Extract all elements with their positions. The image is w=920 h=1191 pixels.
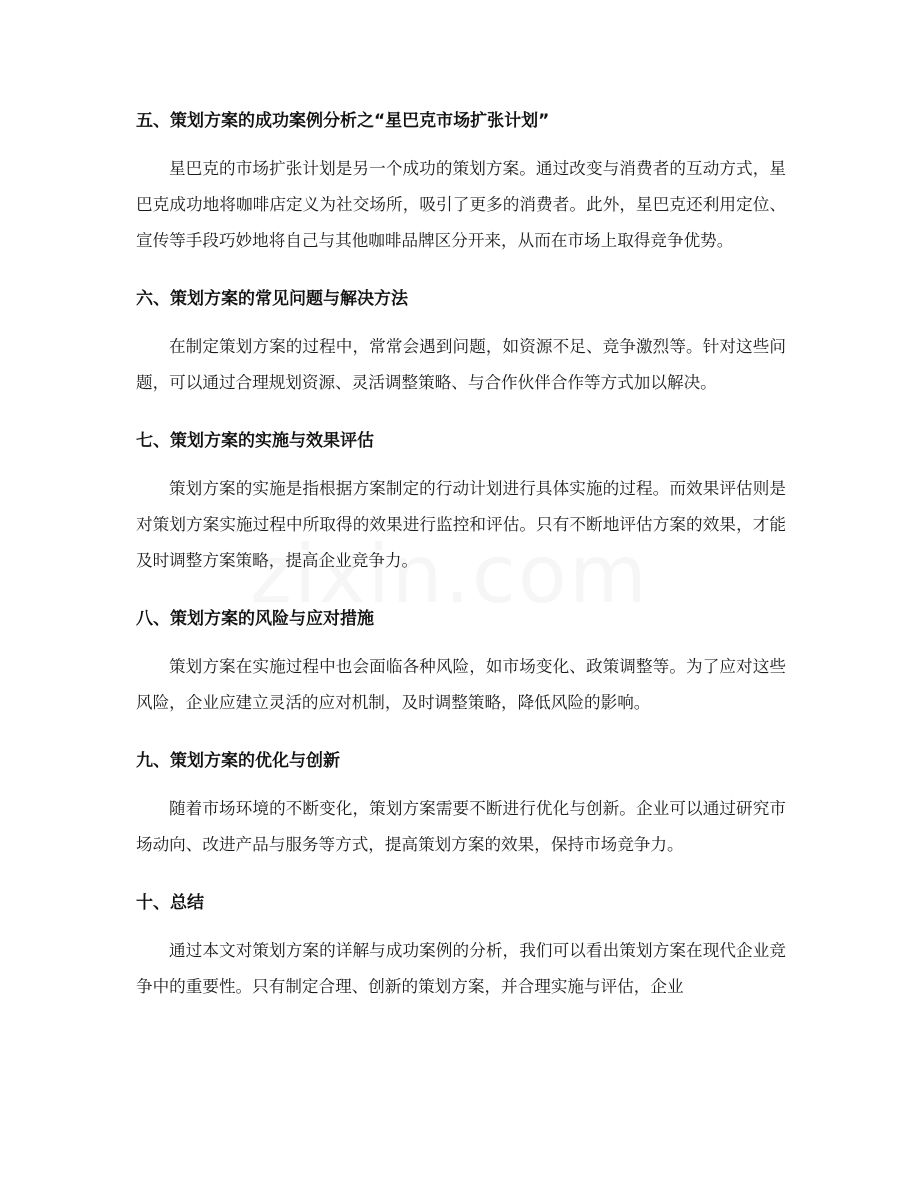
section-paragraph: 在制定策划方案的过程中，常常会遇到问题，如资源不足、竞争激烈等。针对这些问题，可以通过合理规划资源、灵活调整策略、与合作伙伴合作等方式加以解决。 — [136, 337, 786, 392]
section-9 — [136, 746, 786, 863]
section-heading: 八、策划方案的风险与应对措施 — [136, 609, 374, 629]
section-10 — [136, 888, 786, 1005]
section-paragraph: 策划方案的实施是指根据方案制定的行动计划进行具体实施的过程。而效果评估则是对策划方案实施过程中所取得的效果进行监控和评估。只有不断地评估方案的效果，才能及时调整方案策略，提高企业竞争力。 — [136, 479, 786, 570]
section-8 — [136, 604, 786, 721]
document-content — [136, 106, 786, 1030]
section-paragraph: 策划方案在实施过程中也会面临各种风险，如市场变化、政策调整等。为了应对这些风险，企业应建立灵活的应对机制，及时调整策略，降低风险的影响。 — [136, 657, 786, 712]
section-heading: 十、总结 — [136, 893, 204, 913]
section-heading: 九、策划方案的优化与创新 — [136, 751, 340, 771]
section-paragraph: 随着市场环境的不断变化，策划方案需要不断进行优化与创新。企业可以通过研究市场动向、改进产品与服务等方式，提高策划方案的效果，保持市场竞争力。 — [136, 799, 786, 854]
section-heading: 五、策划方案的成功案例分析之“星巴克市场扩张计划” — [136, 111, 550, 131]
section-6 — [136, 284, 786, 401]
section-paragraph: 星巴克的市场扩张计划是另一个成功的策划方案。通过改变与消费者的互动方式，星巴克成功地将咖啡店定义为社交场所，吸引了更多的消费者。此外，星巴克还利用定位、宣传等手段巧妙地将自己与其他咖啡品牌区分开来，从而在市场上取得竞争优势。 — [136, 159, 786, 250]
section-heading: 六、策划方案的常见问题与解决方法 — [136, 289, 408, 309]
section-7 — [136, 426, 786, 579]
section-heading: 七、策划方案的实施与效果评估 — [136, 431, 374, 451]
section-paragraph: 通过本文对策划方案的详解与成功案例的分析，我们可以看出策划方案在现代企业竞争中的重要性。只有制定合理、创新的策划方案，并合理实施与评估，企业 — [136, 941, 786, 996]
section-5 — [136, 106, 786, 259]
